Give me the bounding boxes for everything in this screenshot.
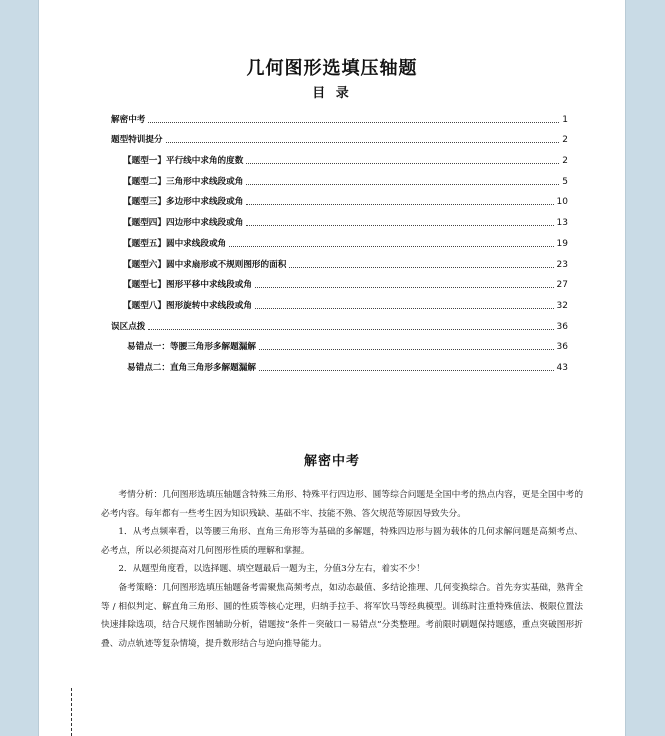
- toc-leader-dots: [148, 328, 553, 330]
- toc-leader-dots: [246, 183, 559, 185]
- toc-entry-page: 13: [556, 218, 568, 229]
- toc-entry-label: 【题型七】图形平移中求线段或角: [123, 280, 252, 291]
- toc-entry-label: 【题型六】圆中求扇形或不规则图形的面积: [123, 259, 287, 270]
- toc-entry-page: 27: [556, 280, 568, 291]
- toc-leader-dots: [259, 348, 554, 350]
- table-of-contents: [111, 104, 568, 373]
- toc-entry-label: 易错点一：等腰三角形多解题漏解: [127, 342, 256, 353]
- toc-leader-dots: [246, 203, 553, 205]
- toc-entry-page: 5: [562, 176, 568, 187]
- toc-entry-label: 解密中考: [111, 114, 146, 125]
- toc-entry-label: 【题型八】图形旋转中求线段或角: [123, 300, 252, 311]
- toc-entry-label: 【题型五】圆中求线段或角: [123, 238, 227, 249]
- document-page: [38, 0, 626, 736]
- paragraph: 考情分析：几何图形选填压轴题含特殊三角形、特殊平行四边形、圆等综合问题是全国中考的热点内容，更是全国中考的必考内容。每年都有一些考生因为知识残缺、基础不牢、技能不熟、答欠规范等原因导致失分。: [101, 490, 583, 519]
- document-title: 几何图形选填压轴题: [246, 58, 418, 79]
- toc-entry[interactable]: [111, 249, 568, 270]
- toc-entry-label: 易错点二：直角三角形多解题漏解: [127, 362, 256, 373]
- toc-leader-dots: [255, 286, 554, 288]
- toc-leader-dots: [166, 141, 560, 143]
- toc-entry[interactable]: [111, 352, 568, 373]
- toc-entry[interactable]: [111, 125, 568, 146]
- toc-entry[interactable]: [111, 290, 568, 311]
- toc-entry-label: 【题型一】平行线中求角的度数: [123, 156, 244, 167]
- toc-leader-dots: [229, 245, 553, 247]
- toc-entry-label: 【题型四】四边形中求线段或角: [123, 218, 244, 229]
- toc-entry-label: 题型特训提分: [111, 135, 163, 146]
- toc-entry-page: 1: [562, 114, 568, 125]
- toc-entry-page: 2: [562, 156, 568, 167]
- paragraph: 1．从考点频率看，以等腰三角形、直角三角形等为基础的多解题，特殊四边形与圆为载体的几何求解问题是高频考点、必考点，所以必须提高对几何图形性质的理解和掌握。: [101, 527, 583, 556]
- toc-entry-page: 32: [556, 300, 568, 311]
- section-body: [101, 486, 583, 653]
- toc-leader-dots: [289, 266, 553, 268]
- toc-leader-dots: [246, 162, 559, 164]
- paragraph: 2．从题型角度看，以选择题、填空题最后一题为主，分值3分左右，着实不少！: [118, 564, 425, 575]
- toc-entry-label: 【题型三】多边形中求线段或角: [123, 197, 244, 208]
- paragraph: 备考策略：几何图形选填压轴题备考需聚焦高频考点，如动态最值、多结论推理、几何变换综合。首先夯实基础，熟背全等 / 相似判定、解直角三角形、圆的性质等核心定理，归纳手拉手、将军饮马等经典模型。训练时注重特殊值法、极限位置法快速排除选项，结合尺规作图辅助分析，错题按“条件－突破口－易错点”分类整理。考前限时刷题保持题感，重点突破图形折叠、动点轨迹等复杂情境，提升数形结合与逆向推导能力。: [101, 582, 583, 649]
- toc-entry-page: 23: [556, 259, 568, 270]
- toc-entry[interactable]: [111, 104, 568, 125]
- toc-entry[interactable]: [111, 166, 568, 187]
- toc-entry-page: 36: [556, 342, 568, 353]
- toc-leader-dots: [259, 369, 554, 371]
- toc-entry[interactable]: [111, 145, 568, 166]
- toc-entry-label: 误区点拨: [111, 321, 146, 332]
- toc-entry[interactable]: [111, 228, 568, 249]
- dashed-cut-line: [71, 688, 72, 736]
- toc-entry-page: 19: [556, 238, 568, 249]
- toc-entry-page: 2: [562, 135, 568, 146]
- toc-entry[interactable]: [111, 207, 568, 228]
- toc-heading: 目 录: [312, 86, 352, 101]
- toc-entry-label: 【题型二】三角形中求线段或角: [123, 176, 244, 187]
- toc-entry-page: 10: [556, 197, 568, 208]
- toc-leader-dots: [246, 224, 553, 226]
- toc-entry-page: 36: [556, 321, 568, 332]
- toc-entry[interactable]: [111, 187, 568, 208]
- toc-leader-dots: [255, 307, 554, 309]
- toc-entry[interactable]: [111, 311, 568, 332]
- toc-entry-page: 43: [556, 362, 568, 373]
- toc-entry[interactable]: [111, 332, 568, 353]
- section-title: 解密中考: [303, 454, 360, 469]
- toc-entry[interactable]: [111, 270, 568, 291]
- toc-leader-dots: [148, 121, 559, 123]
